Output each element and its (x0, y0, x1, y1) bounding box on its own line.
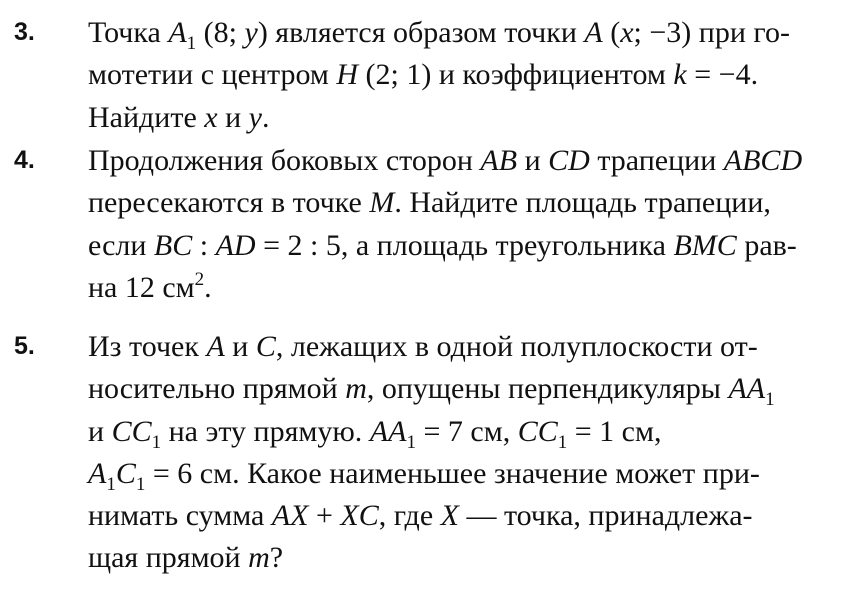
problem-line: Продолжения боковых сторон AB и CD трапеции ABCD (88, 144, 803, 177)
problem-line: на 12 $см^2$. (88, 269, 212, 304)
problem-line: щая прямой m? (88, 541, 284, 574)
problem-line: носительно прямой m, опущены перпендикуляры $AA_1$ (88, 372, 775, 410)
problem-line: нимать сумма AX + XC, где X — точка, принадлежа- (88, 499, 753, 532)
problem-line: мотетии с центром H (2; 1) и коэффициентом k = −4. (88, 58, 759, 91)
problem-line: Найдите x и y. (88, 101, 270, 134)
problem-line: Из точек A и C, лежащих в одной полуплоскости от- (88, 330, 758, 363)
problem-line: Точка $A_1$ (8; y) является образом точки A (x; −3) при го- (88, 16, 790, 54)
problem-number: 4. (14, 146, 35, 174)
problem-line: пересекаются в точке M. Найдите площадь трапеции, (88, 186, 771, 219)
problem-line: и $CC_1$ на эту прямую. $AA_1 = 7$ см, $CC_1 = 1$ см, (88, 415, 662, 453)
problem-line: $A_1C_1 = 6$ см. Какое наименьшее значение может при- (88, 457, 760, 495)
problem-number: 5. (14, 332, 35, 360)
problem-number: 3. (14, 18, 35, 46)
problem-line: если BC : AD = 2 : 5, а площадь треугольника BMC рав- (88, 229, 797, 262)
